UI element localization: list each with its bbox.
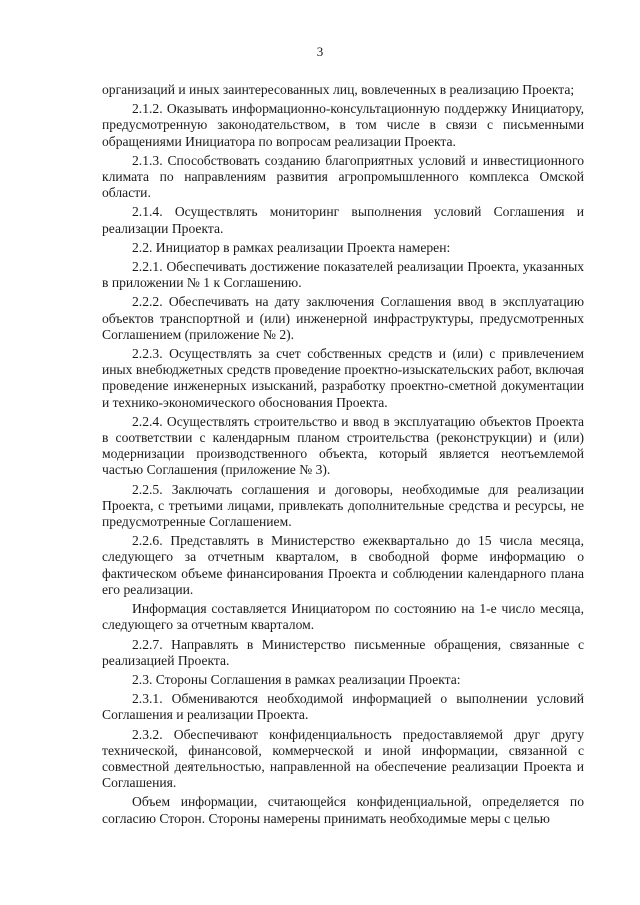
paragraph: 2.1.2. Оказывать информационно-консультационную поддержку Инициатору, предусмотренную законодательством, в том числе в связи с письменными обращениями Инициатора по вопросам реализации Проекта. [102, 101, 584, 149]
paragraph: 2.1.4. Осуществлять мониторинг выполнения условий Соглашения и реализации Проекта. [102, 204, 584, 236]
document-body [102, 82, 584, 830]
page-number: 3 [316, 44, 324, 59]
paragraph: организаций и иных заинтересованных лиц, вовлеченных в реализацию Проекта; [102, 82, 575, 97]
paragraph: 2.2.6. Представлять в Министерство ежеквартально до 15 числа месяца, следующего за отчетным кварталом, в свободной форме информацию о фактическом объеме финансирования Проекта и соблюдении календарного плана его реализации. [102, 533, 584, 597]
paragraph: Информация составляется Инициатором по состоянию на 1-е число месяца, следующего за отчетным кварталом. [102, 601, 584, 633]
paragraph: 2.2.7. Направлять в Министерство письменные обращения, связанные с реализацией Проекта. [102, 636, 584, 668]
paragraph: 2.1.3. Способствовать созданию благоприятных условий и инвестиционного климата по направлениям развития агропромышленного комплекса Омской области. [102, 152, 584, 201]
paragraph: 2.2.2. Обеспечивать на дату заключения Соглашения ввод в эксплуатацию объектов транспортной и (или) инженерной инфраструктуры, предусмотренных Соглашением (приложение № 2). [102, 294, 584, 342]
paragraph: 2.2.3. Осуществлять за счет собственных средств и (или) с привлечением иных внебюджетных средств проведение проектно-изыскательских работ, включая проведение инженерных изысканий, разработку проектно-сметной документации и технико-экономического обоснования Проекта. [102, 346, 584, 410]
paragraph: 2.3.1. Обмениваются необходимой информацией о выполнении условий Соглашения и реализации Проекта. [102, 691, 584, 723]
paragraph: 2.3. Стороны Соглашения в рамках реализации Проекта: [132, 671, 461, 687]
paragraph: 2.2.1. Обеспечивать достижение показателей реализации Проекта, указанных в приложении № 1 к Соглашению. [102, 259, 584, 291]
paragraph: Объем информации, считающейся конфиденциальной, определяется по согласию Сторон. Стороны намерены принимать необходимые меры с целью [102, 794, 584, 826]
paragraph: 2.2. Инициатор в рамках реализации Проекта намерен: [132, 239, 451, 255]
paragraph: 2.2.5. Заключать соглашения и договоры, необходимые для реализации Проекта, с третьими лицами, привлекать дополнительные средства и ресурсы, не предусмотренные Соглашением. [102, 481, 584, 530]
paragraph: 2.2.4. Осуществлять строительство и ввод в эксплуатацию объектов Проекта в соответствии с календарным планом строительства (реконструкции) и (или) модернизации производственного объекта, который является неотъемлемой частью Соглашения (приложение № 3). [102, 413, 584, 478]
paragraph: 2.3.2. Обеспечивают конфиденциальность предоставляемой друг другу технической, финансовой, коммерческой и иной информации, связанной с совместной деятельностью, направленной на обеспечение реализации Проекта и Соглашения. [102, 726, 584, 791]
